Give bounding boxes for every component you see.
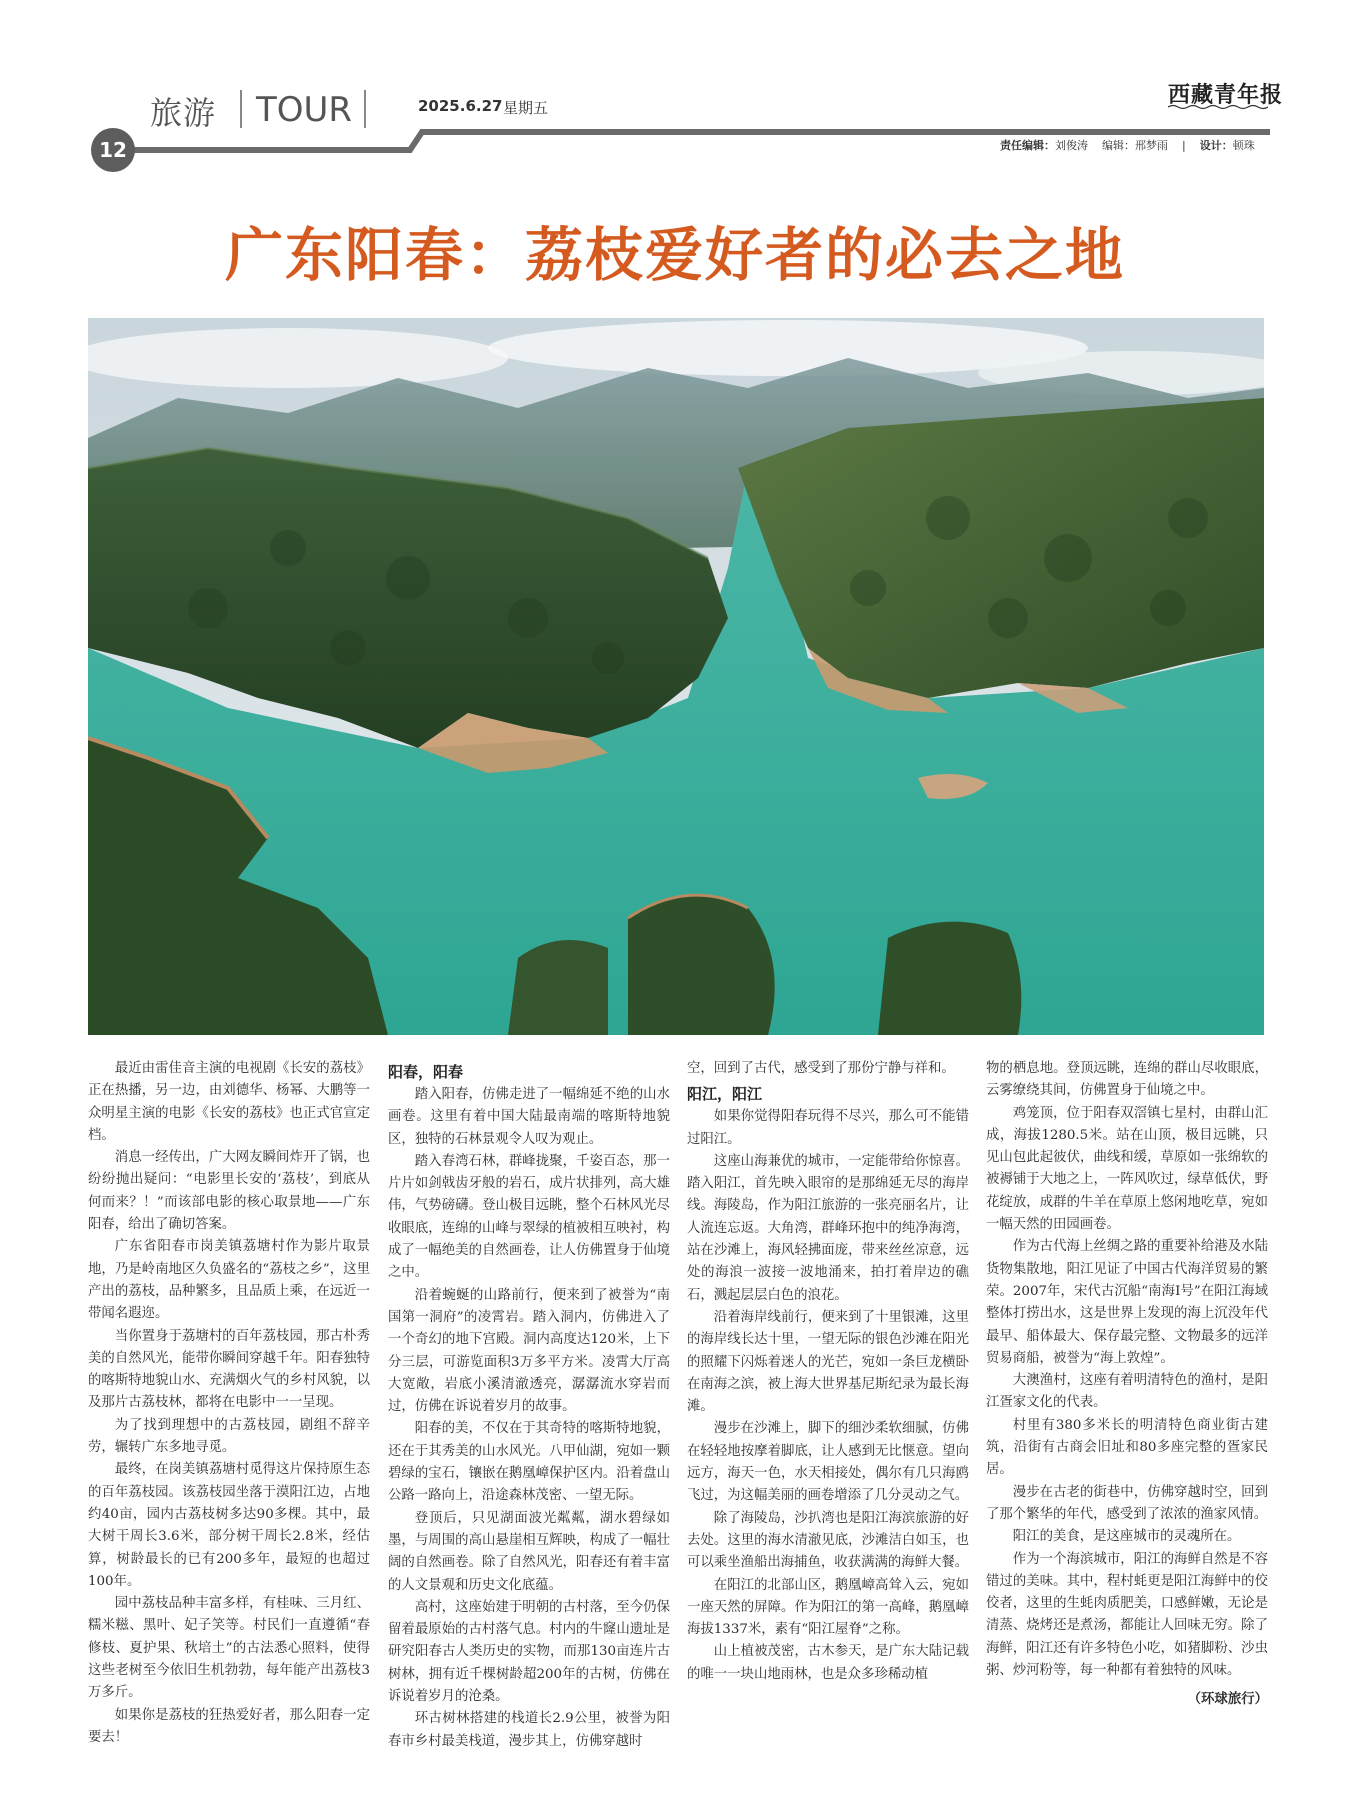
paragraph: 广东省阳春市岗美镇荔塘村作为影片取景地，乃是岭南地区久负盛名的“荔枝之乡”，这里产出的荔枝，品种繁多，且品质上乘，在远近一带闻名遐迩。: [88, 1239, 370, 1322]
article-column-2: [388, 1058, 670, 1753]
credit-value: 顿珠: [1232, 139, 1255, 152]
landscape-photo-lake-mountains: [88, 318, 1264, 1035]
article-source: （环球旅行）: [1187, 1691, 1268, 1708]
paragraph: 在阳江的北部山区，鹅凰嶂高耸入云，宛如一座天然的屏障。作为阳江的第一高峰，鹅凰嶂海拔1337米，素有“阳江屋脊”之称。: [687, 1577, 969, 1638]
paragraph: 踏入阳春，仿佛走进了一幅绵延不绝的山水画卷。这里有着中国大陆最南端的喀斯特地貌区，独特的石林景观令人叹为观止。: [388, 1087, 670, 1147]
section-heading: 阳春，阳春: [388, 1063, 464, 1081]
page-number: 12: [91, 128, 135, 172]
section-name: 旅游: [150, 94, 217, 132]
header-divider: [240, 90, 242, 128]
credit-label: 设计：: [1199, 139, 1233, 152]
headline: 广东阳春：荔枝爱好者的必去之地: [224, 221, 1125, 289]
credit-label: 责任编辑：: [1000, 139, 1055, 152]
paragraph-continued: 物的栖息地。登顶远眺，连绵的群山尽收眼底，云雾缭绕其间，仿佛置身于仙境之中。: [986, 1061, 1268, 1099]
paragraph: 作为古代海上丝绸之路的重要补给港及水陆货物集散地，阳江见证了中国古代海洋贸易的繁荣。2007年，宋代古沉船“南海I号”在阳江海域整体打捞出水，这是世界上发现的海上沉没年代最早、船体最大、保存最完整、文物最多的远洋贸易商船，被誉为“海上敦煌”。: [986, 1239, 1268, 1366]
paragraph: 如果你觉得阳春玩得不尽兴，那么可不能错过阳江。: [687, 1109, 969, 1147]
paragraph: 踏入春湾石林，群峰拢聚，千姿百态，那一片片如剑戟齿牙般的岩石，成片状排列，高大雄伟，气势磅礴。登山极目远眺，整个石林风光尽收眼底，连绵的山峰与翠绿的植被相互映衬，构成了一幅绝美的自然画卷，让人仿佛置身于仙境之中。: [388, 1153, 670, 1281]
paragraph: 环古树林搭建的栈道长2.9公里，被誉为阳春市乡村最美栈道，漫步其上，仿佛穿越时: [388, 1711, 670, 1749]
newspaper-logo-tibetan-script: [1168, 104, 1268, 110]
issue-weekday: 星期五: [503, 99, 549, 117]
paragraph: 阳江的美食，是这座城市的灵魂所在。: [1012, 1529, 1241, 1545]
article-column-3: [687, 1058, 969, 1686]
header-divider: [364, 90, 366, 128]
paragraph-continued: 空，回到了古代，感受到了那份宁静与祥和。: [687, 1061, 955, 1076]
paragraph: 园中荔枝品种丰富多样，有桂味、三月红、糯米糍、黑叶、妃子笑等。村民们一直遵循“春修枝、夏护果、秋培土”的古法悉心照料，使得这些老树至今依旧生机勃勃，每年能产出荔枝3万多斤。: [88, 1596, 370, 1701]
credit-value: 刘俊涛: [1055, 139, 1088, 152]
paragraph: 沿着蜿蜒的山路前行，便来到了被誉为“南国第一洞府”的凌霄岩。踏入洞内，仿佛进入了一个奇幻的地下宫殿。洞内高度达120米，上下分三层，可游览面积3万多平方米。凌霄大厅高大宽敞，岩底小溪清澈透亮，潺潺流水穿岩而过，仿佛在诉说着岁月的故事。: [388, 1287, 670, 1415]
article-column-4: [986, 1058, 1268, 1711]
paragraph: 鸡笼顶，位于阳春双滘镇七星村，由群山汇成，海拔1280.5米。站在山顶，极目远眺，只见山包此起彼伏，曲线和缓，草原如一张绵软的被褥铺于大地之上，一阵风吹过，绿草低伏，野花绽放，成群的牛羊在草原上悠闲地吃草，宛如一幅天然的田园画卷。: [986, 1105, 1268, 1233]
paragraph: 当你置身于荔塘村的百年荔枝园，那古朴秀美的自然风光，能带你瞬间穿越千年。阳春独特的喀斯特地貌山水、充满烟火气的乡村风貌，以及那片古荔枝林，都将在电影中一一呈现。: [88, 1328, 370, 1411]
paragraph: 大澳渔村，这座有着明清特色的渔村，是阳江疍家文化的代表。: [986, 1373, 1268, 1411]
credit-label: 编辑：: [1102, 139, 1135, 152]
section-heading: 阳江，阳江: [687, 1085, 763, 1104]
paragraph: 除了海陵岛，沙扒湾也是阳江海滨旅游的好去处。这里的海水清澈见底，沙滩洁白如玉，也可以乘坐渔船出海捕鱼，收获满满的海鲜大餐。: [687, 1510, 969, 1571]
paragraph: 高村，这座始建于明朝的古村落，至今仍保留着最原始的古村落气息。村内的牛窿山遗址是研究阳春古人类历史的实物，而那130亩连片古树林，拥有近千棵树龄超200年的古树，仿佛在诉说着岁月的沧桑。: [388, 1599, 670, 1705]
paragraph: 登顶后，只见湖面波光粼粼，湖水碧绿如墨，与周围的高山悬崖相互辉映，构成了一幅壮阔的自然画卷。除了自然风光，阳春还有着丰富的人文景观和历史文化底蕴。: [388, 1510, 670, 1593]
section-name-english: TOUR: [256, 90, 353, 130]
paragraph: 最终，在岗美镇荔塘村觅得这片保持原生态的百年荔枝园。该荔枝园坐落于漠阳江边，占地约40亩，园内古荔枝树多达90多棵。其中，最大树干周长3.6米，部分树干周长2.8米，经估算，树龄最长的已有200多年，最短的也超过100年。: [88, 1462, 370, 1589]
credit-value: 邢梦雨: [1135, 139, 1168, 152]
paragraph: 漫步在沙滩上，脚下的细沙柔软细腻，仿佛在轻轻地按摩着脚底，让人感到无比惬意。望向远方，海天一色，水天相接处，偶尔有几只海鸥飞过，为这幅美丽的画卷增添了几分灵动之气。: [687, 1421, 969, 1504]
article-column-1: [88, 1058, 370, 1749]
paragraph: 村里有380多米长的明清特色商业街古建筑，沿街有古商会旧址和80多座完整的疍家民居。: [986, 1417, 1268, 1478]
issue-date: 2025.6.27: [418, 97, 503, 115]
paragraph: 作为一个海滨城市，阳江的海鲜自然是不容错过的美味。其中，程村蚝更是阳江海鲜中的佼佼者，这里的生蚝肉质肥美，口感鲜嫩，无论是清蒸、烧烤还是煮汤，都能让人回味无穷。除了海鲜，阳江还有许多特色小吃，如猪脚粉、沙虫粥、炒河粉等，每一种都有着独特的风味。: [986, 1551, 1268, 1679]
paragraph: 如果你是荔枝的狂热爱好者，那么阳春一定要去！: [88, 1707, 370, 1745]
paragraph: 消息一经传出，广大网友瞬间炸开了锅，也纷纷抛出疑问：“电影里长安的‘荔枝’，到底从何而来？！”而该部电影的核心取景地——广东阳春，给出了确切答案。: [88, 1150, 370, 1233]
paragraph: 最近由雷佳音主演的电视剧《长安的荔枝》正在热播，另一边，由刘德华、杨幂、大鹏等一众明星主演的电影《长安的荔枝》也正式官宣定档。: [88, 1061, 370, 1143]
paragraph: 这座山海兼优的城市，一定能带给你惊喜。踏入阳江，首先映入眼帘的是那绵延无尽的海岸线。海陵岛，作为阳江旅游的一张亮丽名片，让人流连忘返。大角湾，群峰环抱中的纯净海湾，站在沙滩上，海风轻拂面庞，带来丝丝凉意，远处的海浪一波接一波地涌来，拍打着岸边的礁石，溅起层层白色的浪花。: [687, 1153, 969, 1303]
paragraph: 山上植被茂密，古木参天，是广东大陆记载的唯一一块山地雨林，也是众多珍稀动植: [687, 1644, 969, 1682]
editorial-credits: 责任编辑：刘俊涛 编辑：邢梦雨 | 设计：顿珠: [1000, 139, 1255, 152]
paragraph: 沿着海岸线前行，便来到了十里银滩，这里的海岸线长达十里，一望无际的银色沙滩在阳光的照耀下闪烁着迷人的光芒，宛如一条巨龙横卧在南海之滨，被上海大世界基尼斯纪录为最长海滩。: [687, 1309, 969, 1415]
paragraph: 漫步在古老的街巷中，仿佛穿越时空，回到了那个繁华的年代，感受到了浓浓的渔家风情。: [986, 1484, 1268, 1522]
paragraph: 为了找到理想中的古荔枝园，剧组不辞辛劳，辗转广东多地寻觅。: [88, 1417, 370, 1456]
newspaper-logo: 西藏青年报: [1168, 82, 1284, 108]
landscape-photo: [88, 318, 1264, 1035]
paragraph: 阳春的美，不仅在于其奇特的喀斯特地貌，还在于其秀美的山水风光。八甲仙湖，宛如一颗碧绿的宝石，镶嵌在鹅凰嶂保护区内。沿着盘山公路一路向上，沿途森林茂密、一望无际。: [388, 1421, 670, 1504]
